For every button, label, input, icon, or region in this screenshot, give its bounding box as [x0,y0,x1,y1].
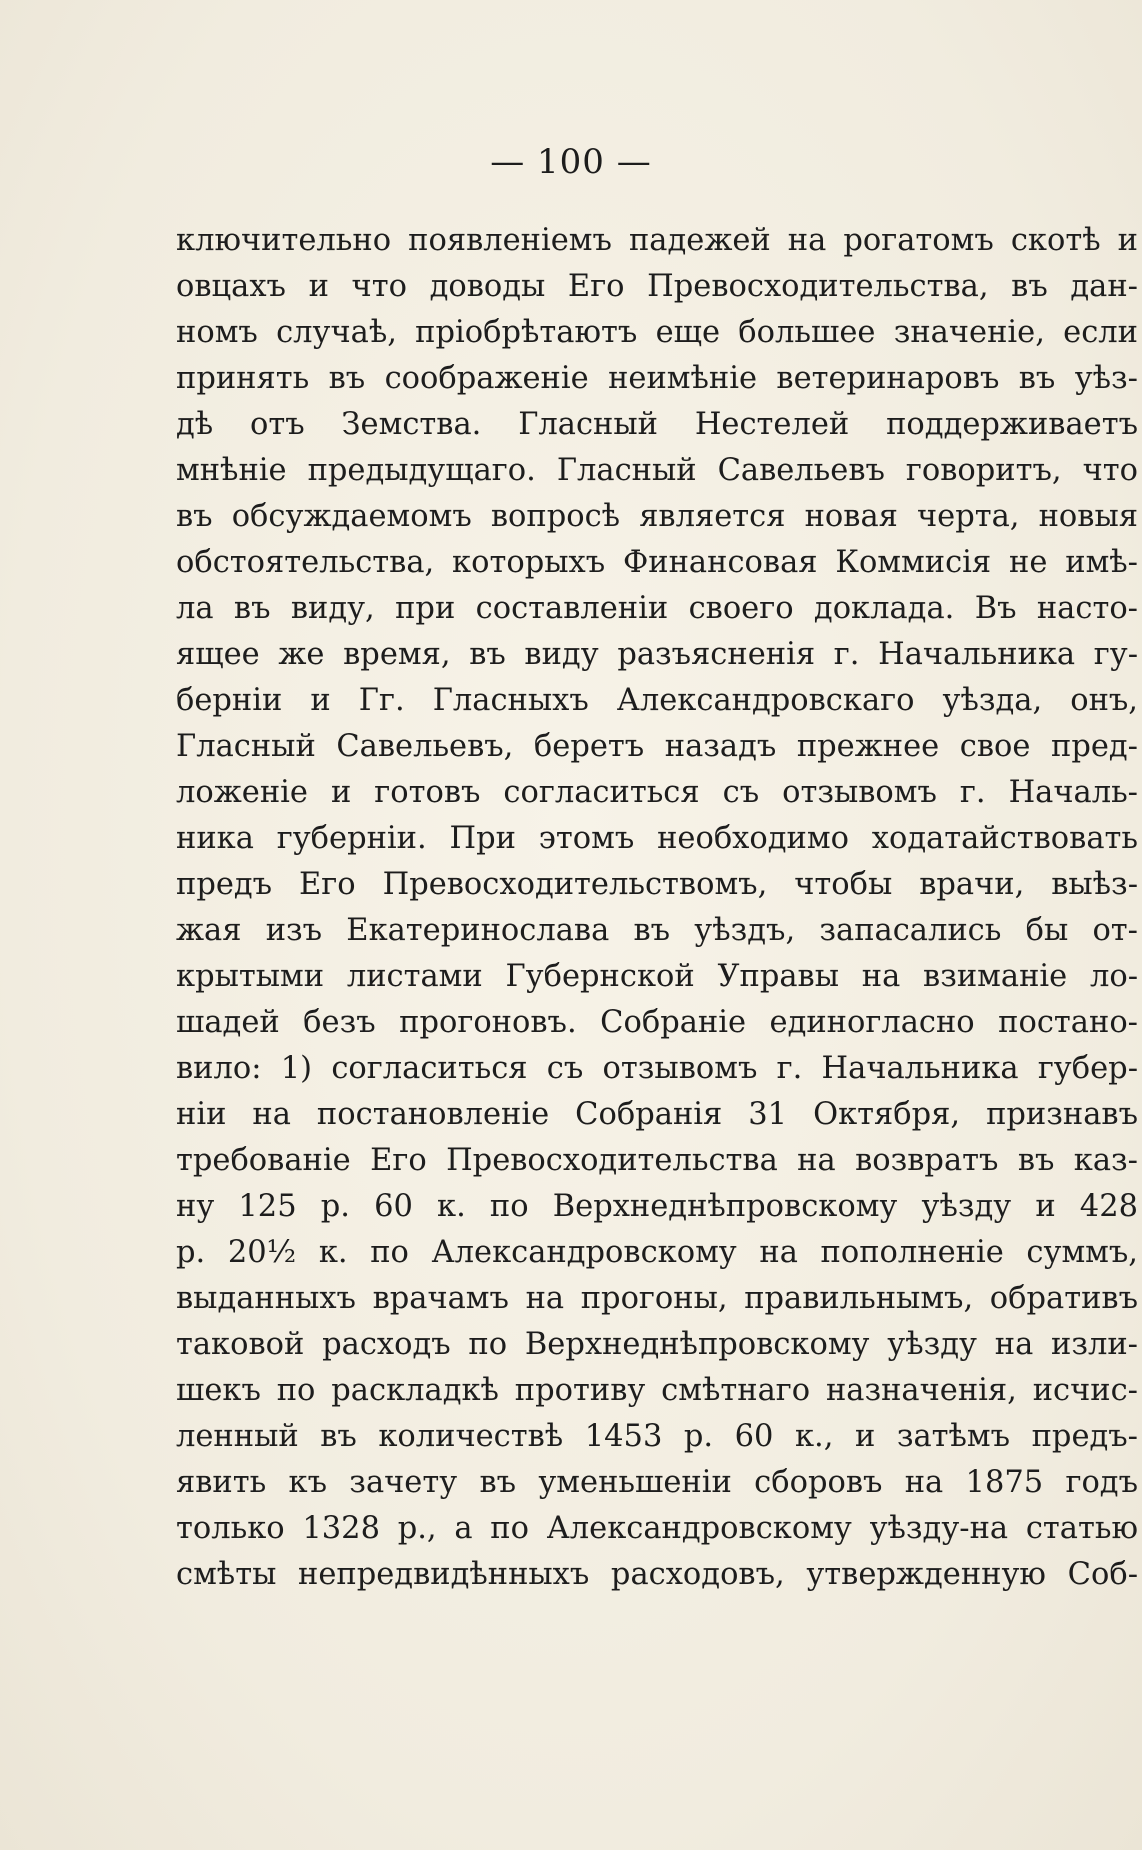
text-line: ну 125 р. 60 к. по Верхнеднѣпровскому уѣзду и 428 [176,1189,1138,1224]
text-line: ніи на постановленіе Собранія 31 Октября, признавъ [176,1097,1138,1132]
text-line: таковой расходъ по Верхнеднѣпровскому уѣзду на изли- [176,1327,1138,1362]
text-line: Гласный Савельевъ, беретъ назадъ прежнее свое пред- [176,729,1138,764]
text-line: только 1328 р., а по Александровскому уѣзду-на статью [176,1511,1138,1546]
text-line: берніи и Гг. Гласныхъ Александровскаго уѣзда, онъ, [176,683,1138,718]
text-line: вило: 1) согласиться съ отзывомъ г. Начальника губер- [176,1051,1138,1086]
text-line: крытыми листами Губернской Управы на взиманіе ло- [176,959,1138,994]
page-number: — 100 — [490,142,652,182]
text-line: ленный въ количествѣ 1453 р. 60 к., и затѣмъ предъ- [176,1419,1138,1454]
text-line: смѣты непредвидѣнныхъ расходовъ, утвержденную Соб- [176,1557,1138,1592]
text-line: ложеніе и готовъ согласиться съ отзывомъ г. Началь- [176,775,1138,810]
text-line: выданныхъ врачамъ на прогоны, правильнымъ, обративъ [176,1281,1138,1316]
text-line: шадей безъ прогоновъ. Собраніе единогласно постано- [176,1005,1138,1040]
text-line: въ обсуждаемомъ вопросѣ является новая черта, новыя [176,499,1138,534]
text-line: шекъ по раскладкѣ противу смѣтнаго назначенія, исчис- [176,1373,1138,1408]
text-line: номъ случаѣ, пріобрѣтаютъ еще большее значеніе, если [176,315,1138,350]
text-line: обстоятельства, которыхъ Финансовая Коммисія не имѣ- [176,545,1138,580]
text-line: явить къ зачету въ уменьшеніи сборовъ на 1875 годъ [176,1465,1138,1500]
text-line: ла въ виду, при составленіи своего доклада. Въ насто- [176,591,1138,626]
text-line: ящее же время, въ виду разъясненія г. Начальника гу- [176,637,1138,672]
text-line: жая изъ Екатеринослава въ уѣздъ, запасались бы от- [176,913,1138,948]
text-line: ника губерніи. При этомъ необходимо ходатайствовать [176,821,1138,856]
text-line: дѣ отъ Земства. Гласный Нестелей поддерживаетъ [176,407,1138,442]
text-line: требованіе Его Превосходительства на возвратъ въ каз- [176,1143,1138,1178]
text-line: принять въ соображеніе неимѣніе ветеринаровъ въ уѣз- [176,361,1138,396]
text-line: мнѣніе предыдущаго. Гласный Савельевъ говоритъ, что [176,453,1138,488]
body-text [176,218,1142,1598]
text-line: р. 20½ к. по Александровскому на пополненіе суммъ, [176,1235,1138,1270]
text-line: предъ Его Превосходительствомъ, чтобы врачи, выѣз- [176,867,1138,902]
text-line: овцахъ и что доводы Его Превосходительства, въ дан- [176,269,1138,304]
text-line: ключительно появленіемъ падежей на рогатомъ скотѣ и [176,223,1138,258]
